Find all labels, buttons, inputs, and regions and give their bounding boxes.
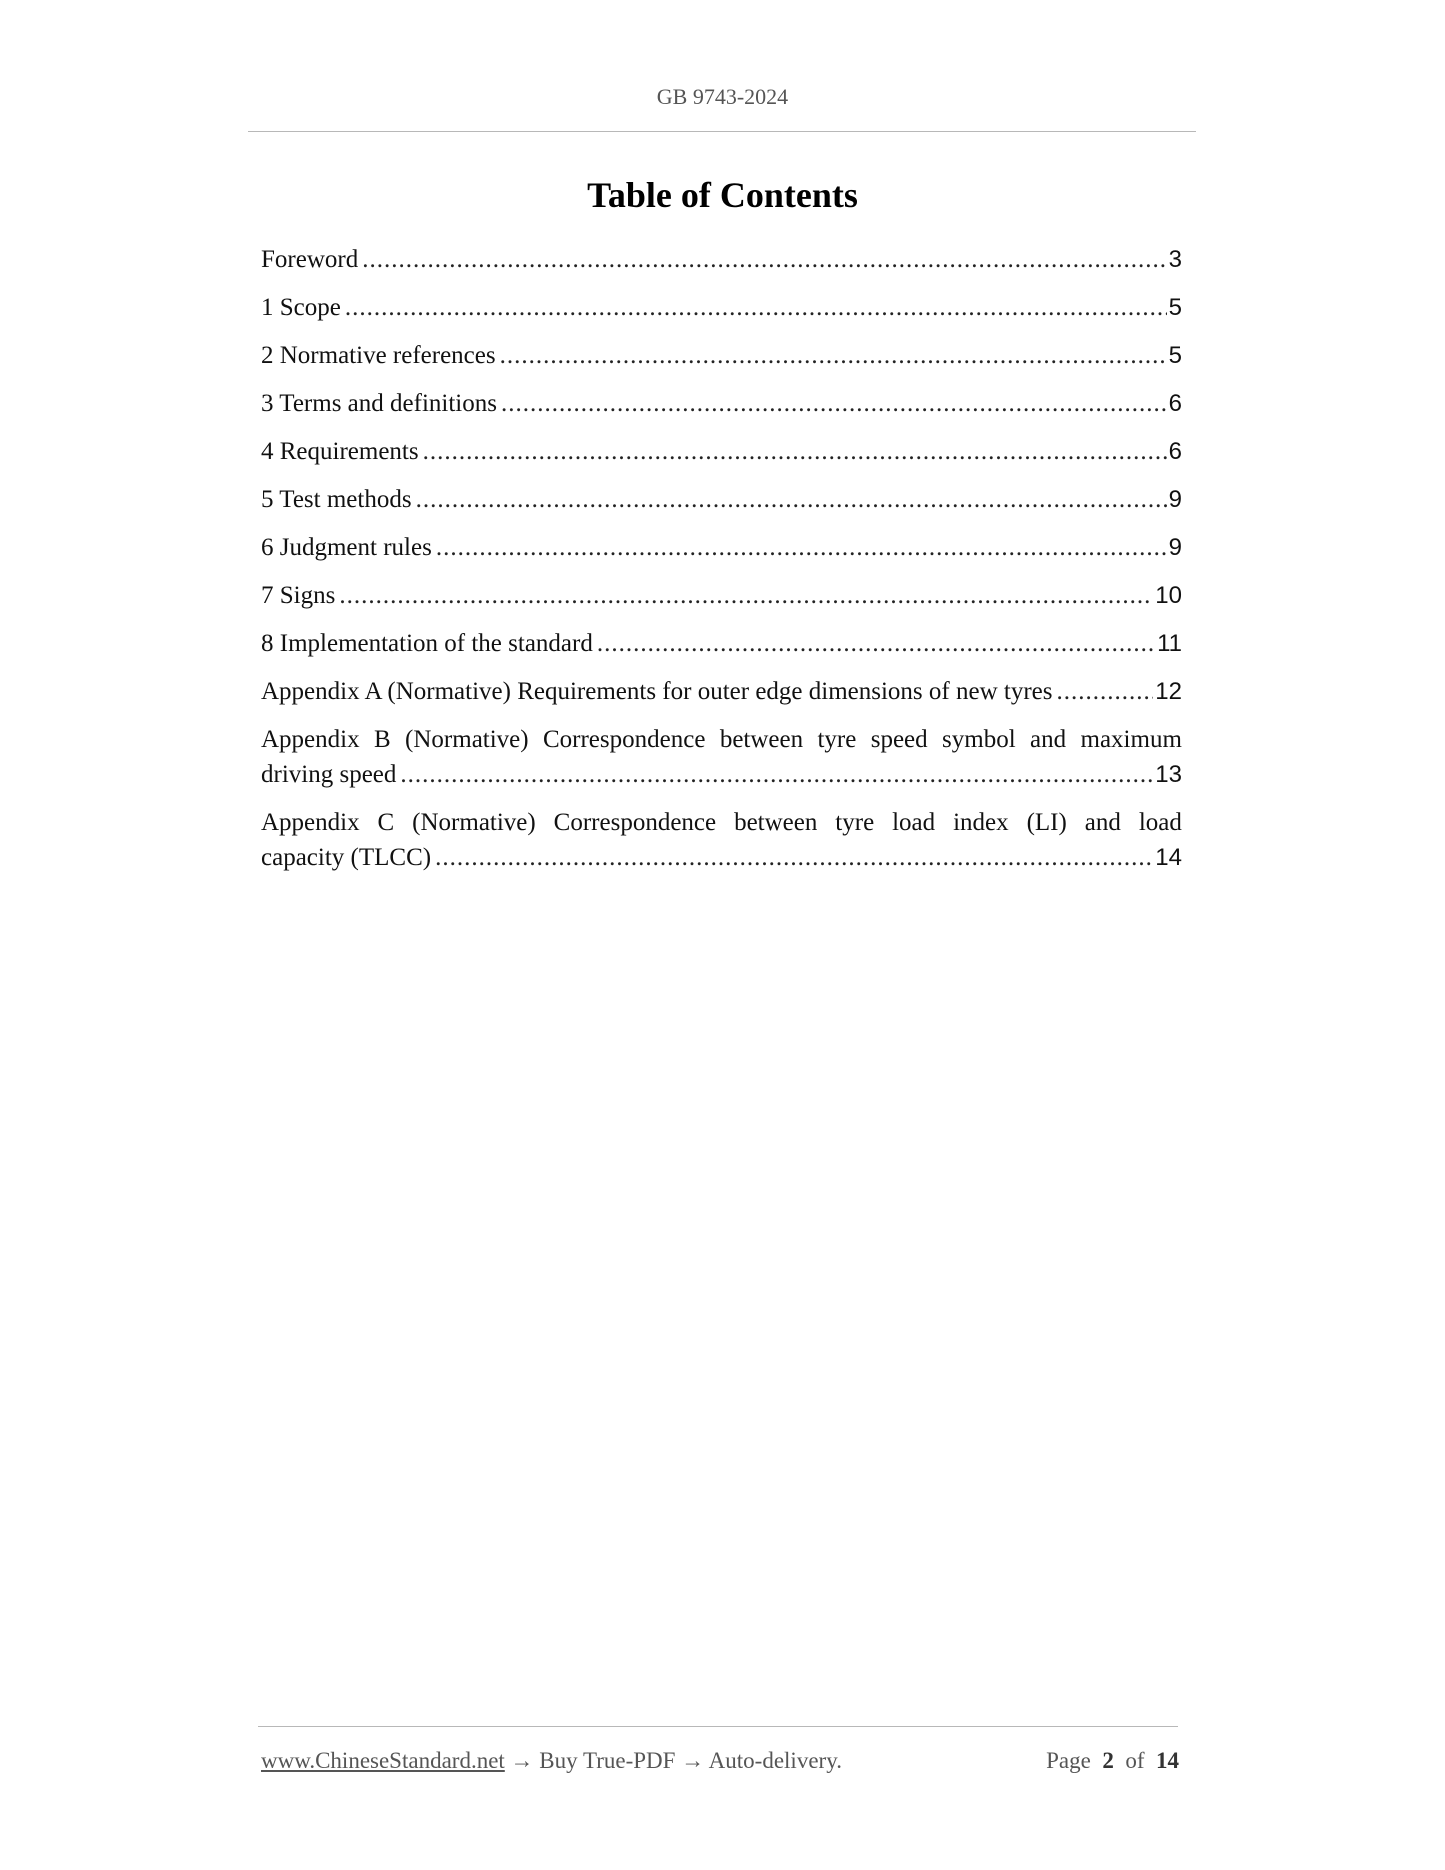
label-word: (Normative) <box>405 726 529 753</box>
toc-entry-page: 5 <box>1168 294 1182 321</box>
toc-entry-signs[interactable] <box>261 578 1182 613</box>
label-word: index <box>953 809 1009 836</box>
label-word: tyre <box>817 726 857 753</box>
page-of: of <box>1125 1748 1145 1773</box>
toc-entry-terms-and-definitions[interactable] <box>261 386 1182 421</box>
buy-text: Buy True-PDF <box>539 1748 676 1773</box>
leader-dots <box>1056 674 1153 709</box>
leader-dots <box>501 386 1167 421</box>
toc-entry-label: 2 Normative references <box>261 342 496 369</box>
leader-dots <box>597 626 1155 661</box>
label-word: load <box>1138 809 1182 836</box>
toc-entry-page: 14 <box>1155 844 1182 871</box>
leader-dots <box>339 578 1153 613</box>
toc-entry-page: 9 <box>1168 486 1182 513</box>
label-word: B <box>373 726 391 753</box>
toc-entry-judgment-rules[interactable] <box>261 530 1182 565</box>
toc-entry-label: 3 Terms and definitions <box>261 390 497 417</box>
toc-entry-page: 6 <box>1168 390 1182 417</box>
label-word: symbol <box>942 726 1016 753</box>
page-label: Page <box>1046 1748 1091 1773</box>
label-word: Correspondence <box>553 809 717 836</box>
label-word: (Normative) <box>412 809 536 836</box>
label-word: Appendix <box>261 809 360 836</box>
leader-dots <box>416 482 1167 517</box>
toc-entry-scope[interactable] <box>261 290 1182 325</box>
arrow-icon: → <box>510 1748 534 1773</box>
label-word: between <box>734 809 818 836</box>
toc-entry-label: 6 Judgment rules <box>261 534 432 561</box>
label-word: load <box>892 809 936 836</box>
label-word: and <box>1030 726 1067 753</box>
leader-dots <box>423 434 1167 469</box>
toc-entry-label: 8 Implementation of the standard <box>261 630 593 657</box>
toc-entry-label-line1 <box>261 722 1182 757</box>
toc-entry-label-line1 <box>261 805 1182 840</box>
toc-entry-page: 3 <box>1168 246 1182 273</box>
toc-entry-label-line2: driving speed <box>261 761 397 788</box>
toc-entry-label: 5 Test methods <box>261 486 412 513</box>
toc-entry-implementation[interactable] <box>261 626 1182 661</box>
toc-entry-appendix-c[interactable] <box>261 805 1182 875</box>
toc-entry-page: 6 <box>1168 438 1182 465</box>
header-divider <box>248 131 1196 132</box>
toc-entry-requirements[interactable] <box>261 434 1182 469</box>
label-word: maximum <box>1080 726 1182 753</box>
toc-entry-page: 10 <box>1155 582 1182 609</box>
toc-entry-normative-references[interactable] <box>261 338 1182 373</box>
toc-entry-page: 11 <box>1157 630 1182 657</box>
leader-dots <box>362 242 1166 277</box>
leader-dots <box>345 290 1167 325</box>
toc-entry-label: 4 Requirements <box>261 438 419 465</box>
leader-dots <box>500 338 1167 373</box>
arrow-icon: → <box>681 1748 705 1773</box>
label-word: Correspondence <box>542 726 706 753</box>
label-word: (LI) <box>1026 809 1067 836</box>
page-footer <box>261 1748 1179 1774</box>
label-word: and <box>1084 809 1121 836</box>
page-total: 14 <box>1156 1748 1179 1773</box>
delivery-text: Auto-delivery. <box>708 1748 842 1773</box>
label-word: speed <box>870 726 928 753</box>
toc-entry-label-line2: capacity (TLCC) <box>261 844 432 871</box>
label-word: Appendix <box>261 726 360 753</box>
footer-promo <box>261 1748 842 1774</box>
toc-entry-foreword[interactable] <box>261 242 1182 277</box>
toc-entry-page: 9 <box>1168 534 1182 561</box>
toc-entry-label: Foreword <box>261 246 359 273</box>
leader-dots <box>435 840 1153 875</box>
leader-dots <box>400 757 1153 792</box>
label-word: tyre <box>835 809 875 836</box>
toc-entry-label: 1 Scope <box>261 294 341 321</box>
toc-entry-label: 7 Signs <box>261 582 336 609</box>
footer-divider <box>258 1726 1178 1727</box>
toc-entry-appendix-b[interactable] <box>261 722 1182 792</box>
toc-title: Table of Contents <box>587 175 858 215</box>
toc-entry-label: Appendix A (Normative) Requirements for outer edge dimensions of new tyres <box>261 678 1053 705</box>
label-word: between <box>719 726 804 753</box>
leader-dots <box>436 530 1167 565</box>
document-id-header: GB 9743-2024 <box>656 84 789 109</box>
toc-entry-test-methods[interactable] <box>261 482 1182 517</box>
website-link[interactable]: www.ChineseStandard.net <box>261 1748 505 1773</box>
toc-entry-appendix-a[interactable] <box>261 674 1182 709</box>
label-word: C <box>377 809 395 836</box>
page-current: 2 <box>1102 1748 1114 1773</box>
table-of-contents <box>261 242 1182 888</box>
toc-entry-page: 12 <box>1155 678 1182 705</box>
page-number <box>1046 1748 1179 1774</box>
toc-entry-page: 13 <box>1155 761 1182 788</box>
toc-entry-page: 5 <box>1168 342 1182 369</box>
